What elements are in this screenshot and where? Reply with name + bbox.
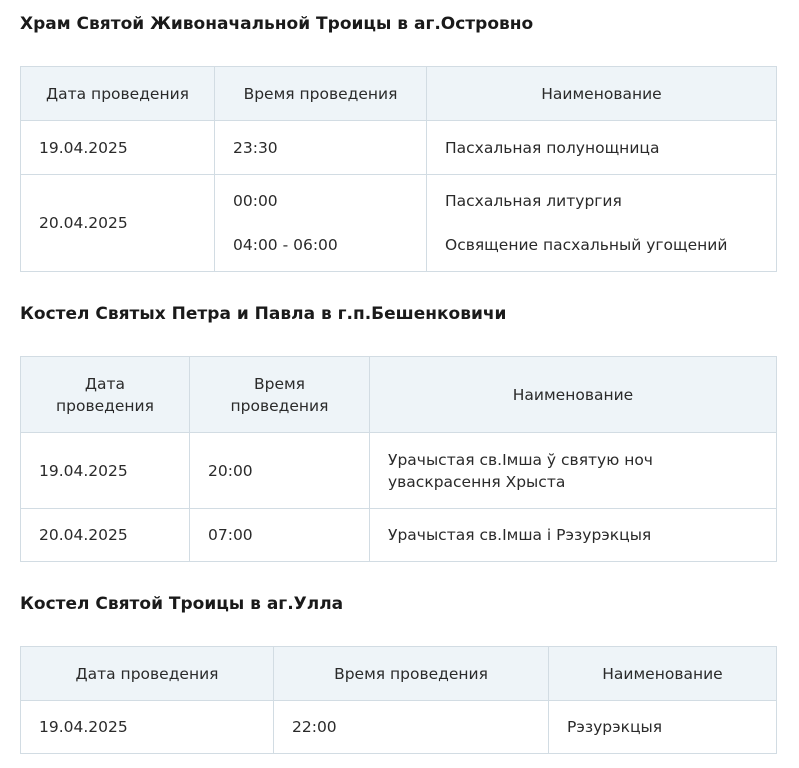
event-name-cell [427, 175, 777, 272]
date-cell: 19.04.2025 [21, 701, 274, 754]
date-cell: 20.04.2025 [21, 175, 215, 272]
column-header-date: Дата проведения [21, 647, 274, 701]
column-header-time: Время проведения [274, 647, 549, 701]
table-row [21, 121, 777, 175]
column-header-name: Наименование [549, 647, 777, 701]
table-header-row [21, 67, 777, 121]
event-name-cell: Рэзурэкцыя [549, 701, 777, 754]
time-value: 04:00 - 06:00 [233, 236, 338, 254]
date-cell: 20.04.2025 [21, 509, 190, 562]
date-cell: 19.04.2025 [21, 433, 190, 509]
section-title-ulla: Костел Святой Троицы в аг.Улла [20, 594, 344, 614]
schedule-table-ostrovno [20, 66, 777, 272]
event-name: Пасхальная литургия [445, 192, 622, 210]
section-title-ostrovno: Храм Святой Живоначальной Троицы в аг.Островно [20, 14, 534, 34]
table-row [21, 175, 777, 272]
column-header-date: Дата проведения [21, 67, 215, 121]
date-cell: 19.04.2025 [21, 121, 215, 175]
event-name: Освящение пасхальный угощений [445, 236, 728, 254]
time-cell: 20:00 [190, 433, 370, 509]
column-header-date: Дата проведения [21, 357, 190, 433]
section-title-beshenkovichi: Костел Святых Петра и Павла в г.п.Бешенковичи [20, 304, 507, 324]
schedule-table-beshenkovichi [20, 356, 777, 562]
event-name-cell: Урачыстая св.Імша і Рэзурэкцыя [370, 509, 777, 562]
table-header-row [21, 357, 777, 433]
schedule-table-ulla [20, 646, 777, 754]
time-cell: 07:00 [190, 509, 370, 562]
column-header-time: Время проведения [215, 67, 427, 121]
table-header-row [21, 647, 777, 701]
time-value: 00:00 [233, 192, 278, 210]
column-header-time: Время проведения [190, 357, 370, 433]
table-row [21, 509, 777, 562]
time-cell: 22:00 [274, 701, 549, 754]
column-header-name: Наименование [427, 67, 777, 121]
table-row [21, 433, 777, 509]
time-cell [215, 175, 427, 272]
column-header-name: Наименование [370, 357, 777, 433]
event-name-cell: Урачыстая св.Імша ў святую ноч уваскрасення Хрыста [370, 433, 777, 509]
table-row [21, 701, 777, 754]
event-name-cell: Пасхальная полунощница [427, 121, 777, 175]
time-cell: 23:30 [215, 121, 427, 175]
